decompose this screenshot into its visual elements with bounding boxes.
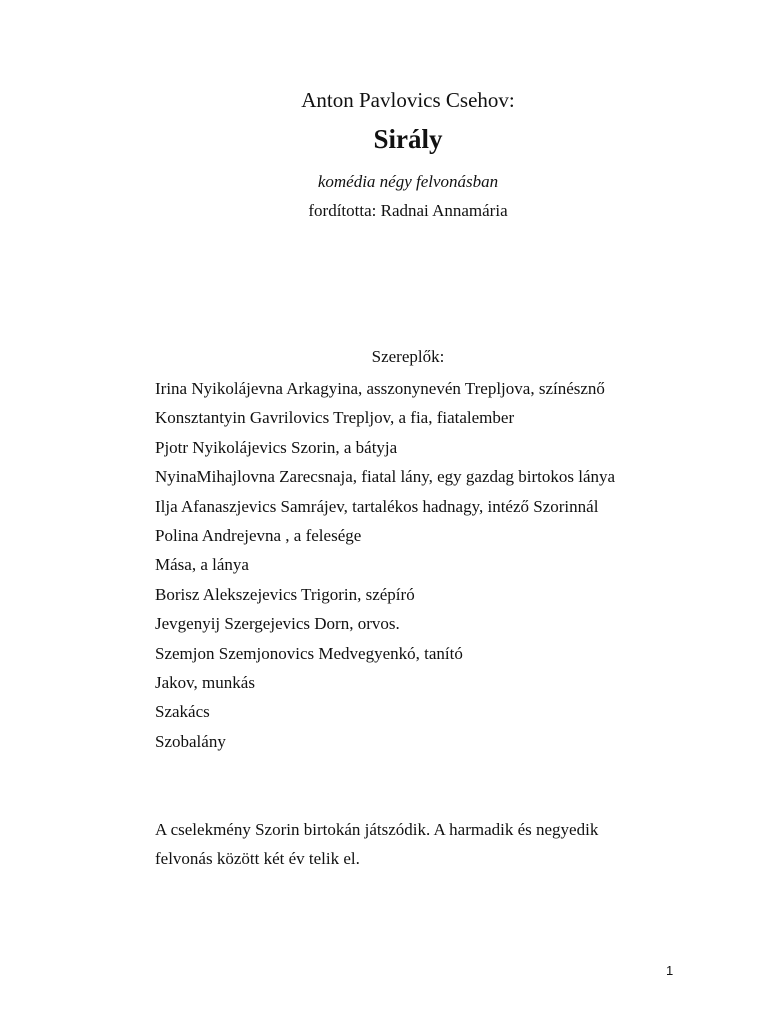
page-number: 1 — [666, 963, 674, 978]
cast-member: Konsztantyin Gavrilovics Trepljov, a fia, fiatalember — [155, 408, 515, 428]
cast-member: Szakács — [155, 702, 210, 722]
cast-member: Mása, a lánya — [155, 555, 249, 575]
cast-member: Jevgenyij Szergejevics Dorn, orvos. — [155, 614, 400, 634]
cast-member: NyinaMihajlovna Zarecsnaja, fiatal lány, egy gazdag birtokos lánya — [155, 467, 616, 487]
cast-member: Szobalány — [155, 731, 226, 751]
cast-member: Szemjon Szemjonovics Medvegyenkó, tanító — [155, 643, 463, 663]
cast-member: Ilja Afanaszjevics Samrájev, tartalékos hadnagy, intéző Szorinnál — [155, 496, 599, 516]
cast-heading: Szereplők: — [371, 347, 445, 366]
cast-member: Irina Nyikolájevna Arkagyina, asszonynevén Trepljova, színésznő — [155, 379, 605, 398]
setting-note-line: felvonás között két év telik el. — [155, 849, 360, 869]
play-subtitle: komédia négy felvonásban — [317, 172, 499, 191]
setting-note — [155, 815, 598, 874]
play-title: Sirály — [373, 124, 443, 154]
cast-list — [155, 374, 615, 756]
translator-line: fordította: Radnai Annamária — [308, 201, 508, 220]
cast-member: Jakov, munkás — [155, 672, 255, 692]
author-line: Anton Pavlovics Csehov: — [301, 88, 515, 112]
cast-member: Borisz Alekszejevics Trigorin, szépíró — [155, 584, 415, 604]
cast-member: Polina Andrejevna , a felesége — [155, 525, 362, 545]
cast-member: Pjotr Nyikolájevics Szorin, a bátyja — [155, 437, 398, 457]
setting-note-line: A cselekmény Szorin birtokán játszódik. A harmadik és negyedik — [155, 820, 599, 839]
